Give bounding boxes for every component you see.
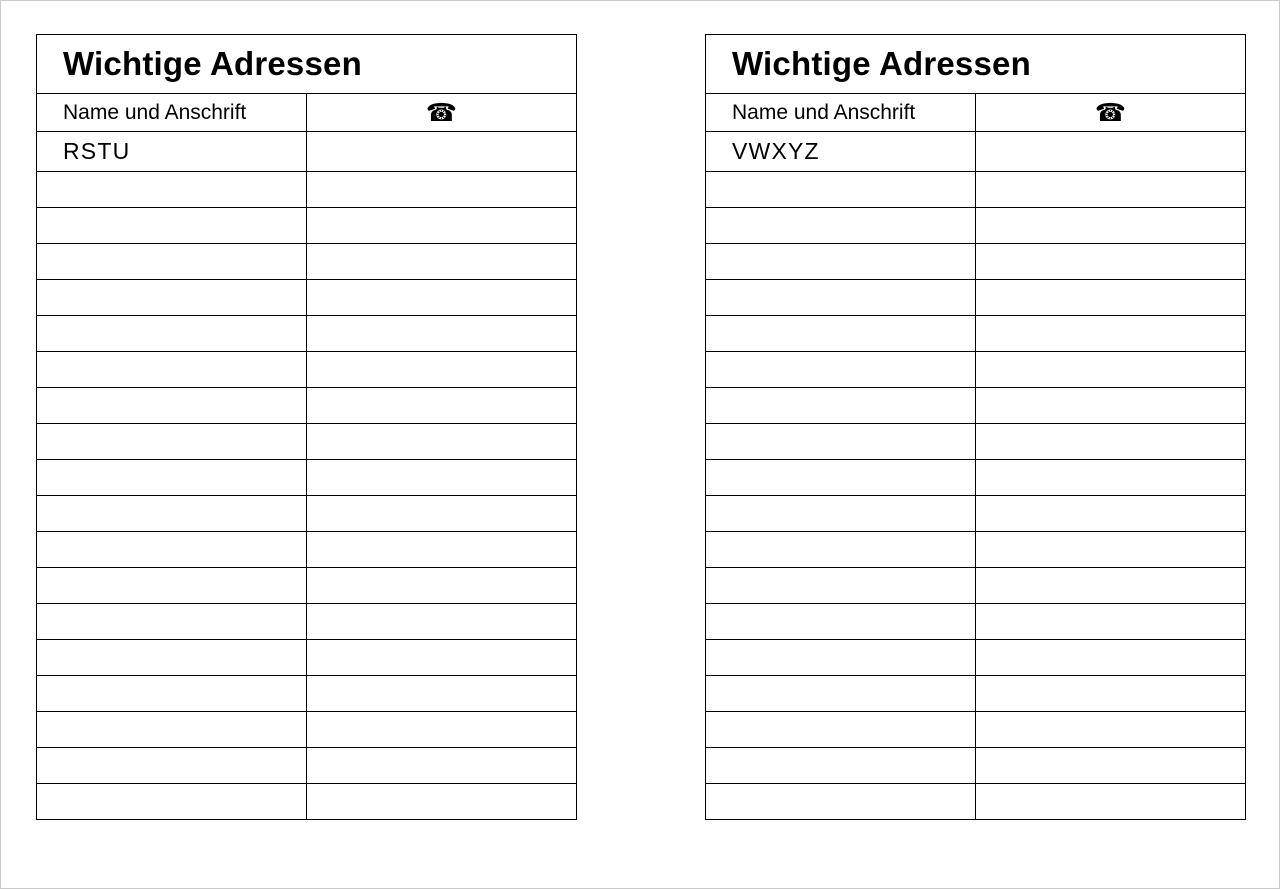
telephone-icon: ☎ <box>1094 97 1127 127</box>
page-title: Wichtige Adressen <box>706 35 1246 94</box>
title-row <box>706 35 1246 94</box>
table-row <box>37 532 577 568</box>
column-header-name: Name und Anschrift <box>706 94 976 132</box>
table-row <box>37 208 577 244</box>
entry-name-cell[interactable] <box>37 496 307 532</box>
entry-phone-cell[interactable] <box>307 532 577 568</box>
column-header-row <box>37 94 577 132</box>
entry-phone-cell[interactable] <box>307 496 577 532</box>
entry-name-cell[interactable] <box>706 712 976 748</box>
telephone-icon: ☎ <box>425 97 458 127</box>
entry-phone-cell[interactable] <box>307 712 577 748</box>
entry-name-cell[interactable] <box>37 172 307 208</box>
entry-name-cell[interactable] <box>37 640 307 676</box>
table-row <box>37 784 577 820</box>
entry-phone-cell[interactable] <box>307 460 577 496</box>
entry-phone-cell[interactable] <box>976 244 1246 280</box>
entry-name-cell[interactable] <box>706 316 976 352</box>
table-body <box>37 35 577 820</box>
address-table-right <box>705 34 1246 820</box>
entry-phone-cell[interactable] <box>307 280 577 316</box>
entry-phone-cell[interactable] <box>976 388 1246 424</box>
entry-name-cell[interactable] <box>706 676 976 712</box>
table-row <box>706 388 1246 424</box>
table-row <box>706 172 1246 208</box>
entry-phone-cell[interactable] <box>307 132 577 172</box>
table-row <box>706 352 1246 388</box>
letters-row <box>706 132 1246 172</box>
table-row <box>706 316 1246 352</box>
entry-phone-cell[interactable] <box>307 424 577 460</box>
entry-name-cell[interactable] <box>706 352 976 388</box>
entry-name-cell[interactable] <box>706 532 976 568</box>
entry-phone-cell[interactable] <box>976 460 1246 496</box>
entry-name-cell[interactable] <box>706 784 976 820</box>
entry-phone-cell[interactable] <box>976 784 1246 820</box>
entry-name-cell[interactable] <box>706 460 976 496</box>
address-sheet-right <box>705 34 1246 820</box>
table-row <box>706 496 1246 532</box>
table-row <box>37 460 577 496</box>
entry-name-cell[interactable] <box>37 388 307 424</box>
table-row <box>37 352 577 388</box>
page-title: Wichtige Adressen <box>37 35 577 94</box>
entry-phone-cell[interactable] <box>976 568 1246 604</box>
entry-phone-cell[interactable] <box>976 748 1246 784</box>
table-row <box>37 280 577 316</box>
table-row <box>37 712 577 748</box>
entry-name-cell[interactable] <box>706 748 976 784</box>
entry-phone-cell[interactable] <box>976 532 1246 568</box>
column-header-name: Name und Anschrift <box>37 94 307 132</box>
entry-name-cell[interactable] <box>37 784 307 820</box>
entry-name-cell[interactable] <box>706 496 976 532</box>
entry-phone-cell[interactable] <box>976 280 1246 316</box>
entry-name-cell[interactable] <box>37 316 307 352</box>
entry-name-cell[interactable] <box>706 280 976 316</box>
entry-phone-cell[interactable] <box>307 388 577 424</box>
entry-name-cell[interactable] <box>37 460 307 496</box>
table-row <box>706 460 1246 496</box>
entry-name-cell[interactable] <box>706 640 976 676</box>
table-row <box>37 604 577 640</box>
entry-name-cell[interactable] <box>37 352 307 388</box>
entry-phone-cell[interactable] <box>976 132 1246 172</box>
table-row <box>706 676 1246 712</box>
entry-phone-cell[interactable] <box>307 244 577 280</box>
table-row <box>706 712 1246 748</box>
entry-name-cell[interactable] <box>706 172 976 208</box>
entry-phone-cell[interactable] <box>976 352 1246 388</box>
table-row <box>37 388 577 424</box>
table-row <box>706 640 1246 676</box>
entry-name-cell[interactable] <box>37 748 307 784</box>
entry-phone-cell[interactable] <box>976 676 1246 712</box>
letters-row <box>37 132 577 172</box>
entry-name-cell[interactable] <box>37 568 307 604</box>
table-row <box>706 244 1246 280</box>
entry-name-cell[interactable] <box>37 424 307 460</box>
entry-phone-cell[interactable] <box>976 316 1246 352</box>
entry-name-cell[interactable] <box>706 244 976 280</box>
address-table-left <box>36 34 577 820</box>
table-row <box>37 640 577 676</box>
entry-phone-cell[interactable] <box>976 424 1246 460</box>
entry-phone-cell[interactable] <box>307 748 577 784</box>
letter-group-label: RSTU <box>37 132 307 172</box>
table-row <box>37 424 577 460</box>
table-row <box>706 604 1246 640</box>
entry-name-cell[interactable] <box>37 712 307 748</box>
entry-phone-cell[interactable] <box>976 604 1246 640</box>
table-row <box>706 784 1246 820</box>
table-row <box>706 280 1246 316</box>
entry-phone-cell[interactable] <box>307 352 577 388</box>
table-row <box>37 172 577 208</box>
column-header-phone <box>976 94 1246 132</box>
entry-phone-cell[interactable] <box>307 208 577 244</box>
entry-name-cell[interactable] <box>706 568 976 604</box>
entry-phone-cell[interactable] <box>307 568 577 604</box>
entry-phone-cell[interactable] <box>307 316 577 352</box>
entry-phone-cell[interactable] <box>976 208 1246 244</box>
entry-phone-cell[interactable] <box>976 640 1246 676</box>
entry-phone-cell[interactable] <box>307 676 577 712</box>
address-sheet-left <box>36 34 577 820</box>
table-row <box>37 748 577 784</box>
entry-phone-cell[interactable] <box>976 496 1246 532</box>
entry-name-cell[interactable] <box>37 604 307 640</box>
table-row <box>706 208 1246 244</box>
entry-name-cell[interactable] <box>37 280 307 316</box>
table-row <box>706 568 1246 604</box>
table-body <box>706 35 1246 820</box>
entry-name-cell[interactable] <box>37 676 307 712</box>
entry-name-cell[interactable] <box>37 532 307 568</box>
table-row <box>37 496 577 532</box>
entry-name-cell[interactable] <box>706 604 976 640</box>
title-row <box>37 35 577 94</box>
entry-phone-cell[interactable] <box>307 604 577 640</box>
entry-name-cell[interactable] <box>37 244 307 280</box>
table-row <box>706 424 1246 460</box>
table-row <box>37 244 577 280</box>
entry-name-cell[interactable] <box>706 388 976 424</box>
column-header-row <box>706 94 1246 132</box>
entry-phone-cell[interactable] <box>307 784 577 820</box>
table-row <box>706 748 1246 784</box>
entry-phone-cell[interactable] <box>976 172 1246 208</box>
entry-phone-cell[interactable] <box>307 640 577 676</box>
entry-name-cell[interactable] <box>37 208 307 244</box>
entry-phone-cell[interactable] <box>976 712 1246 748</box>
table-row <box>37 316 577 352</box>
table-row <box>37 568 577 604</box>
letter-group-label: VWXYZ <box>706 132 976 172</box>
entry-name-cell[interactable] <box>706 208 976 244</box>
table-row <box>37 676 577 712</box>
entry-name-cell[interactable] <box>706 424 976 460</box>
table-row <box>706 532 1246 568</box>
column-header-phone <box>307 94 577 132</box>
entry-phone-cell[interactable] <box>307 172 577 208</box>
